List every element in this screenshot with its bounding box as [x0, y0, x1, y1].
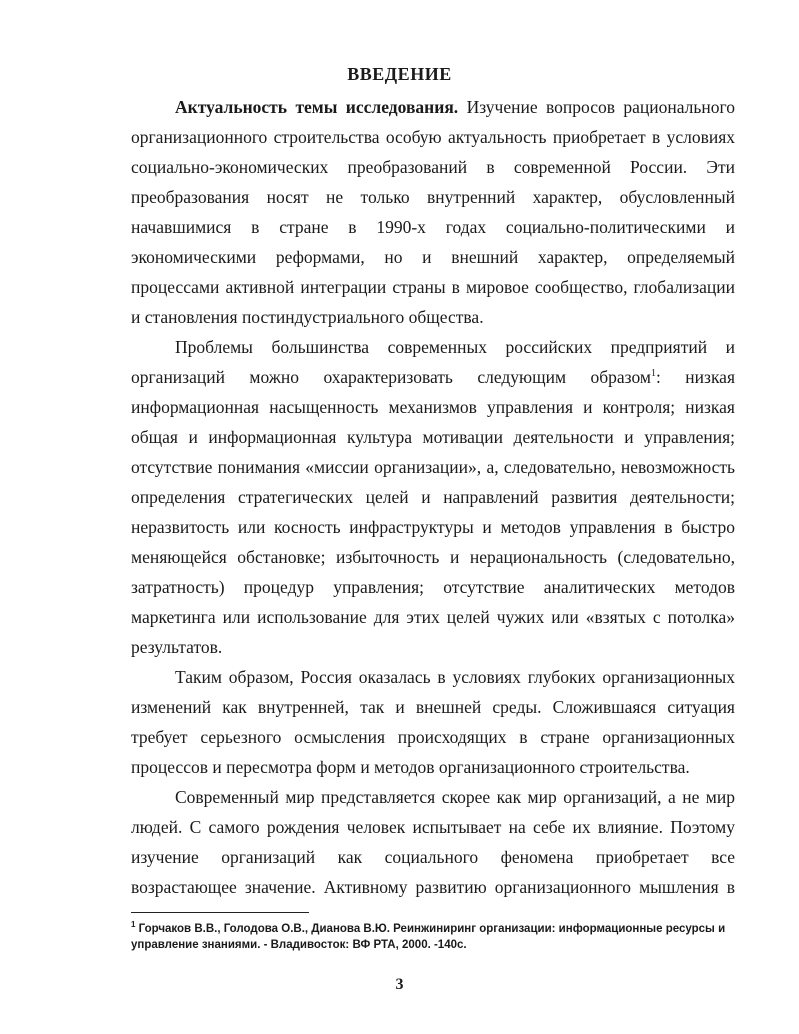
paragraph-3-line-3: требует серьезного осмысления происходящих в стране организационных [131, 727, 735, 747]
paragraph-2-line-10: маркетинга или использование для этих целей чужих или «взятых с потолка» [131, 607, 735, 627]
paragraph-1-line-4: преобразования носят не только внутренний характер, обусловленный [131, 187, 735, 207]
paragraph-3-line-1: Таким образом, Россия оказалась в условиях глубоких организационных [175, 667, 735, 687]
paragraph-1-line-8: и становления постиндустриального общества. [131, 307, 484, 327]
paragraph-4-line-3: изучение организаций как социального феномена приобретает все [131, 847, 735, 867]
paragraph-2-line-2 [131, 366, 735, 388]
paragraph-2-line-2-text: организаций можно охарактеризовать следующим образом [131, 367, 651, 387]
paragraph-1-line-2: организационного строительства особую актуальность приобретает в условиях [131, 127, 735, 147]
paragraph-1-line-6: экономическими реформами, но и внешний характер, определяемый [131, 247, 735, 267]
paragraph-2-line-8: меняющейся обстановке; избыточность и нерациональность (следовательно, [131, 547, 735, 567]
footnote-line-2: управление знаниями. - Владивосток: ВФ РТА, 2000. -140с. [131, 939, 467, 951]
paragraph-1-line-7: процессами активной интеграции страны в мировое сообщество, глобализации [131, 277, 735, 297]
paragraph-1-line-5: начавшимися в стране в 1990-х годах социально-политическими и [131, 217, 735, 237]
paragraph-3-line-4: процессов и пересмотра форм и методов организационного строительства. [131, 757, 690, 777]
paragraph-2-line-11: результатов. [131, 637, 223, 657]
paragraph-2-line-4: общая и информационная культура мотивации деятельности и управления; [131, 427, 735, 447]
paragraph-1-lead: Актуальность темы исследования. [175, 97, 459, 117]
paragraph-2-line-5: отсутствие понимания «миссии организации», а, следовательно, невозможность [131, 457, 735, 477]
paragraph-3-line-2: изменений как внутренней, так и внешней среды. Сложившаяся ситуация [131, 697, 735, 717]
footnote-text-1: Горчаков В.В., Голодова О.В., Дианова В.Ю. Реинжиниринг организации: информационные ресурсы и [135, 923, 726, 935]
footnote-separator [131, 912, 309, 913]
paragraph-2-line-7: неразвитость или косность инфраструктуры и методов управления в быстро [131, 517, 735, 537]
footnote-marker: 1 [131, 920, 136, 929]
page-number: 3 [395, 976, 404, 993]
section-title: ВВЕДЕНИЕ [347, 64, 452, 84]
paragraph-1-line-1 [175, 96, 735, 118]
footnote-reference: 1 [650, 368, 656, 379]
paragraph-1-line-1-text: Изучение вопросов рационального [458, 97, 735, 117]
paragraph-2-line-2-tail: : низкая [655, 367, 735, 387]
paragraph-1-line-3: социально-экономических преобразований в современной России. Эти [131, 157, 735, 177]
paragraph-4-line-1: Современный мир представляется скорее как мир организаций, а не мир [175, 787, 735, 807]
paragraph-2-line-1: Проблемы большинства современных российских предприятий и [175, 337, 735, 357]
paragraph-4-line-4: возрастающее значение. Активному развитию организационного мышления в [131, 877, 735, 897]
paragraph-2-line-6: определения стратегических целей и направлений развития деятельности; [131, 487, 735, 507]
paragraph-2-line-3: информационная насыщенность механизмов управления и контроля; низкая [131, 397, 735, 417]
paragraph-2-line-9: затратность) процедур управления; отсутствие аналитических методов [131, 577, 735, 597]
footnote-line-1 [131, 921, 735, 937]
paragraph-4-line-2: людей. С самого рождения человек испытывает на себе их влияние. Поэтому [131, 817, 735, 837]
